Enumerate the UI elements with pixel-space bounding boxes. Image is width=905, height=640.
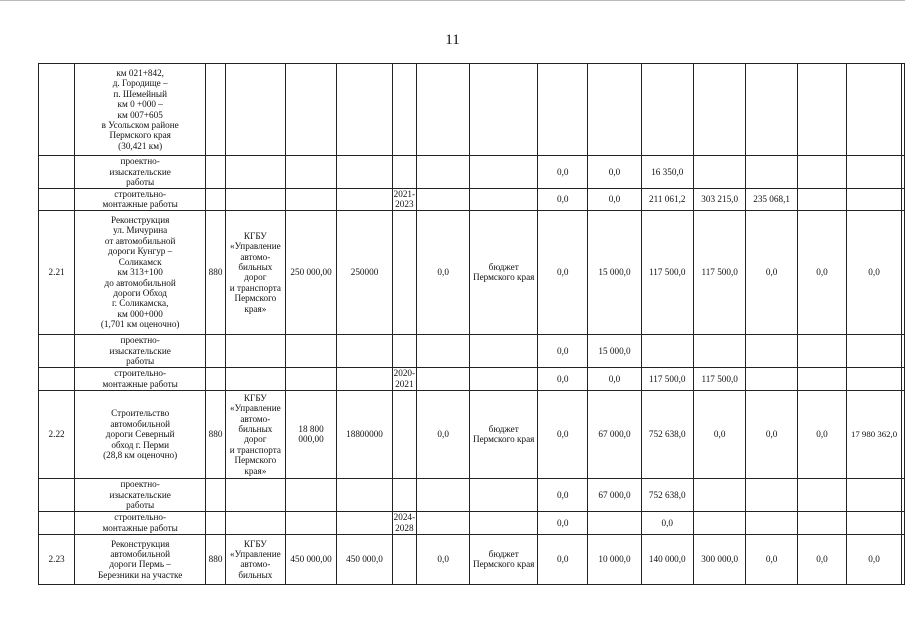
cell-object-name: проектно- изыскательские работы [75,334,206,367]
cell-y2022: 300 000,0 [693,534,745,584]
cell-beyond [847,334,902,367]
cell-y2021: 752 638,0 [641,478,693,511]
cell-total-cost [285,367,337,390]
cell-beyond [847,189,902,211]
cell-y2020 [588,511,641,534]
table-row [39,210,905,334]
cell-prior-cost [417,156,470,189]
cell-y2022 [693,156,745,189]
cell-executor [225,156,285,189]
cell-y2022: 0,0 [693,390,745,478]
cell-period: 2024- 2028 [393,512,416,533]
cell-extra [901,64,904,156]
cell-period [392,64,416,156]
cell-row-number [39,511,75,534]
cell-source [470,189,538,211]
cell-executor: КГБУ «Управление автомо- бильных дорог и транспорта Пермского края» [225,210,285,334]
cell-extra [901,156,904,189]
cell-beyond: 0,0 [847,534,902,584]
cell-total-cost: 450 000,00 [285,534,337,584]
cell-beyond: 0,0 [847,210,902,334]
cell-y2020: 15 000,0 [588,334,641,367]
cell-beyond [847,156,902,189]
cell-executor [225,64,285,156]
cell-beyond [847,511,902,534]
table-row [39,334,905,367]
cell-y2021: 117 500,0 [641,367,693,390]
cell-period [392,478,416,511]
cell-total-cost [285,64,337,156]
cell-y2022 [693,64,745,156]
cell-extra [901,189,904,211]
cell-period [392,334,416,367]
cell-cost-alt [337,156,392,189]
cell-object-name: проектно- изыскательские работы [75,156,206,189]
cell-y2024 [797,367,846,390]
cell-period [392,534,416,584]
table-row [39,390,905,478]
cell-object-name: км 021+842, д. Городище – п. Шемейный км 0 +000 – км 007+605 в Усольском районе Пермского края (30,421 км) [75,64,206,156]
cell-extra [901,367,904,390]
table-row [39,156,905,189]
cell-y2023 [746,334,797,367]
cell-y2024: 0,0 [797,210,846,334]
cell-prior-cost [417,367,470,390]
cell-total-cost: 250 000,00 [285,210,337,334]
cell-y2024: 0,0 [797,390,846,478]
cell-y2020: 10 000,0 [588,534,641,584]
cell-y2019: 0,0 [538,390,588,478]
cell-period [392,156,416,189]
cell-y2021: 16 350,0 [641,156,693,189]
table-row [39,64,905,156]
cell-y2023 [746,478,797,511]
cell-y2020: 67 000,0 [588,478,641,511]
cell-code [206,334,226,367]
cell-code [206,189,226,211]
cell-y2020: 0,0 [588,156,641,189]
cell-y2022: 303 215,0 [693,189,745,211]
cell-y2019: 0,0 [538,189,588,211]
cell-row-number [39,189,75,211]
cell-beyond [847,478,902,511]
cell-source [470,64,538,156]
cell-object-name: Реконструкция автомобильной дороги Пермь – Березники на участке [75,534,206,584]
cell-code [206,367,226,390]
cell-period [392,210,416,334]
cell-row-number: 2.23 [39,534,75,584]
table-row [39,534,905,584]
cell-y2021: 0,0 [641,511,693,534]
cell-y2023 [746,64,797,156]
cell-period [392,390,416,478]
cell-y2019: 0,0 [538,478,588,511]
cell-code [206,64,226,156]
table-row [39,367,905,390]
cell-y2020 [588,64,641,156]
cell-extra [901,511,904,534]
cell-object-name: проектно- изыскательские работы [75,478,206,511]
cell-period: 2021- 2023 [393,189,416,210]
cell-prior-cost: 0,0 [417,534,470,584]
cell-prior-cost [417,64,470,156]
cell-executor [225,367,285,390]
cell-y2024 [797,478,846,511]
cell-object-name: Строительство автомобильной дороги Северный обход г. Перми (28,8 км оценочно) [75,390,206,478]
cell-executor [225,511,285,534]
cell-y2021: 140 000,0 [641,534,693,584]
table-row [39,478,905,511]
cell-extra [901,334,904,367]
cell-y2023 [746,156,797,189]
cell-code [206,156,226,189]
cell-y2022: 117 500,0 [693,367,745,390]
cell-code: 880 [206,390,226,478]
cell-y2021 [641,64,693,156]
cell-extra [901,478,904,511]
cell-y2019: 0,0 [538,534,588,584]
cell-executor: КГБУ «Управление автомо- бильных дорог и транспорта Пермского края» [225,390,285,478]
cell-beyond: 17 980 362,0 [847,390,902,478]
cell-total-cost [285,334,337,367]
cell-row-number [39,367,75,390]
table-row [39,511,905,534]
cell-prior-cost [417,478,470,511]
cell-prior-cost [417,511,470,534]
cell-source [470,334,538,367]
cell-row-number [39,478,75,511]
cell-y2021: 752 638,0 [641,390,693,478]
cell-total-cost [285,511,337,534]
cell-source [470,511,538,534]
cell-y2022: 117 500,0 [693,210,745,334]
cell-y2019 [538,64,588,156]
cell-y2023: 0,0 [746,210,797,334]
cell-cost-alt: 18800000 [337,390,392,478]
cell-source: бюджет Пермского края [470,534,538,584]
cell-y2024 [797,334,846,367]
cell-y2024 [797,156,846,189]
cell-code: 880 [206,534,226,584]
page-top-edge [0,0,905,1]
cell-row-number [39,64,75,156]
cell-prior-cost [417,189,470,211]
cell-y2022 [693,511,745,534]
cell-y2023 [746,367,797,390]
cell-extra [901,390,904,478]
cell-beyond [847,64,902,156]
cell-total-cost [285,478,337,511]
budget-table [38,63,905,585]
cell-source: бюджет Пермского края [470,210,538,334]
cell-code [206,511,226,534]
cell-extra [901,210,904,334]
cell-executor [225,478,285,511]
cell-cost-alt: 250000 [337,210,392,334]
cell-y2024: 0,0 [797,534,846,584]
cell-y2020: 15 000,0 [588,210,641,334]
cell-y2023 [746,511,797,534]
cell-y2019: 0,0 [538,210,588,334]
cell-y2019: 0,0 [538,367,588,390]
cell-y2022 [693,334,745,367]
table-row [39,189,905,211]
cell-y2020: 67 000,0 [588,390,641,478]
cell-y2020: 0,0 [588,367,641,390]
page-number: 11 [445,32,460,48]
cell-executor: КГБУ «Управление автомо- бильных [225,534,285,584]
cell-total-cost: 18 800 000,00 [285,390,337,478]
cell-row-number: 2.22 [39,390,75,478]
cell-cost-alt [337,64,392,156]
cell-prior-cost [417,334,470,367]
cell-row-number [39,156,75,189]
cell-total-cost [285,156,337,189]
cell-code [206,478,226,511]
cell-y2024 [797,511,846,534]
cell-object-name: Реконструкция ул. Мичурина от автомобильной дороги Кунгур – Соликамск км 313+100 до автомобильной дороги Обход г. Соликамска, км 000+000 (1,701 км оценочно) [75,210,206,334]
cell-y2022 [693,478,745,511]
cell-executor [225,334,285,367]
cell-object-name: строительно- монтажные работы [75,511,206,534]
cell-extra [901,534,904,584]
cell-cost-alt [337,478,392,511]
cell-cost-alt [337,334,392,367]
cell-code: 880 [206,210,226,334]
cell-source [470,478,538,511]
cell-source: бюджет Пермского края [470,390,538,478]
cell-source [470,367,538,390]
cell-y2021: 117 500,0 [641,210,693,334]
cell-y2024 [797,189,846,211]
cell-object-name: строительно- монтажные работы [75,367,206,390]
cell-y2019: 0,0 [538,156,588,189]
cell-source [470,156,538,189]
cell-y2023: 0,0 [746,534,797,584]
cell-y2020: 0,0 [588,189,641,211]
cell-y2023: 0,0 [746,390,797,478]
cell-row-number: 2.21 [39,210,75,334]
cell-prior-cost: 0,0 [417,390,470,478]
cell-beyond [847,367,902,390]
cell-y2021 [641,334,693,367]
cell-cost-alt [337,511,392,534]
cell-object-name: строительно- монтажные работы [75,189,206,211]
cell-prior-cost: 0,0 [417,210,470,334]
cell-y2023: 235 068,1 [746,189,797,211]
cell-cost-alt: 450 000,0 [337,534,392,584]
cell-y2024 [797,64,846,156]
cell-cost-alt [337,367,392,390]
cell-executor [225,189,285,211]
cell-row-number [39,334,75,367]
cell-period: 2020- 2021 [393,368,416,389]
cell-y2019: 0,0 [538,334,588,367]
cell-y2019: 0,0 [538,511,588,534]
cell-y2021: 211 061,2 [641,189,693,211]
cell-cost-alt [337,189,392,211]
cell-total-cost [285,189,337,211]
